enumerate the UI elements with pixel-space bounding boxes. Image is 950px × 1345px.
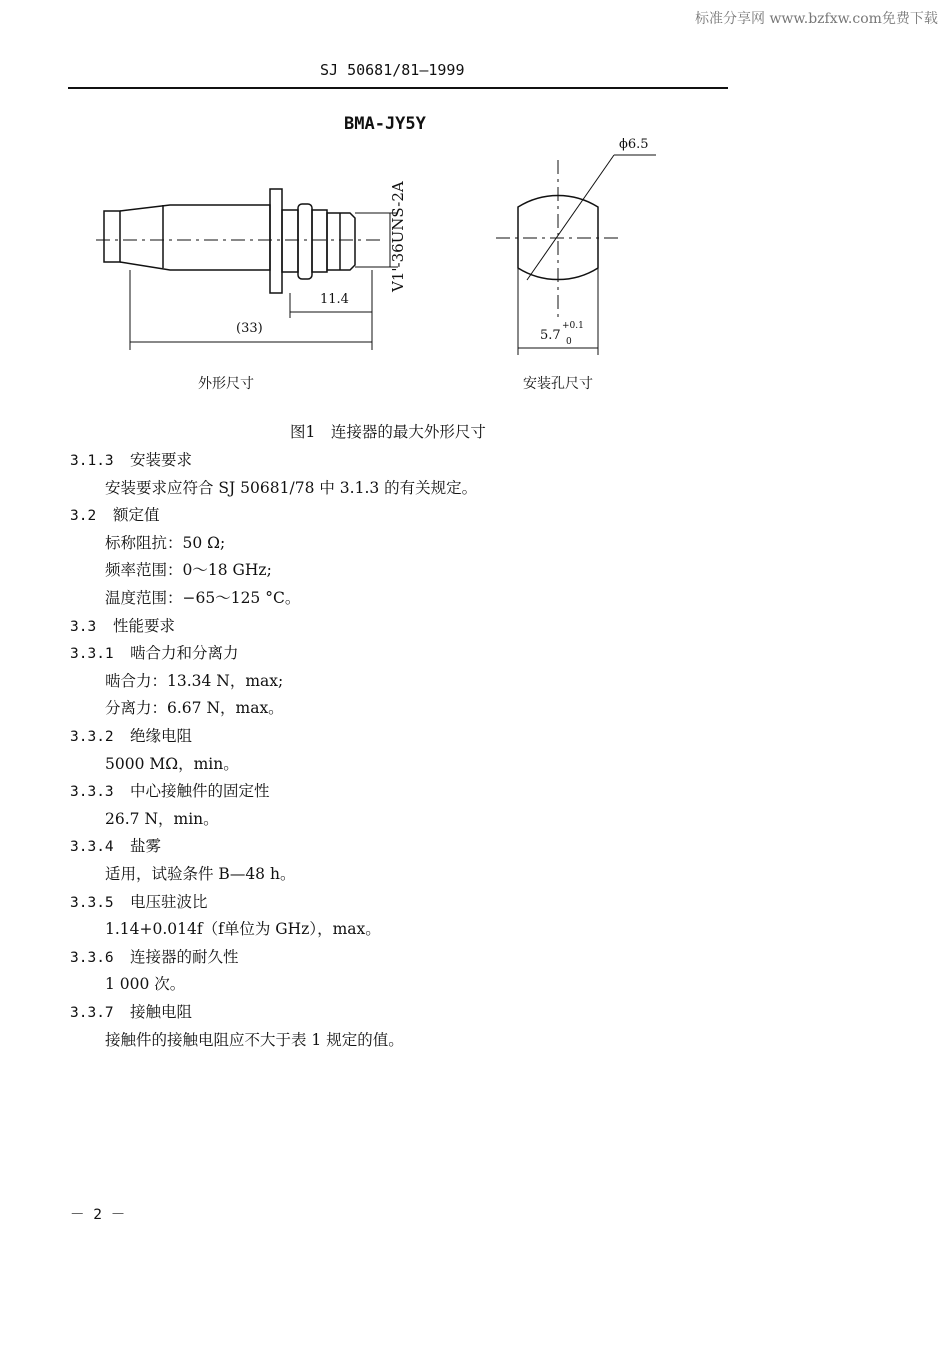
- section-number: 3.3.6: [70, 949, 114, 966]
- section-body-line: 适用，试验条件 B—48 h。: [105, 865, 296, 883]
- section-number: 3.3.5: [70, 894, 114, 911]
- section-number: 3.3.3: [70, 784, 114, 801]
- watermark: 标准分享网 www.bzfxw.com免费下载: [695, 11, 938, 27]
- section-heading: 性能要求: [113, 616, 176, 635]
- section-body-line: 频率范围：0～18 GHz;: [105, 561, 272, 580]
- dimension-phi-6-5: ϕ6.5: [619, 137, 649, 152]
- section-body-line: 26.7 N，min。: [105, 809, 219, 828]
- section-heading: 安装要求: [130, 451, 193, 469]
- page-number: － 2 －: [70, 1207, 126, 1223]
- section-body-line: 1 000 次。: [105, 975, 186, 994]
- section-heading: 中心接触件的固定性: [130, 782, 270, 801]
- caption-mounting-hole: 安装孔尺寸: [523, 376, 593, 392]
- dimension-33: (33): [236, 321, 263, 336]
- document-number: SJ 50681/81—1999: [320, 61, 465, 79]
- thread-label: V1'-36UNS-2A: [389, 181, 407, 292]
- tolerance-upper: +0.1: [562, 321, 584, 331]
- section-body-line: 5000 MΩ，min。: [105, 754, 239, 773]
- section-body-line: 啮合力：13.34 N，max;: [105, 671, 284, 690]
- tolerance-lower: 0: [566, 337, 572, 347]
- section-body-line: 安装要求应符合 SJ 50681/78 中 3.1.3 的有关规定。: [105, 478, 478, 497]
- section-heading: 额定值: [113, 506, 160, 525]
- section-body-line: 1.14+0.014f（f单位为 GHz），max。: [105, 920, 381, 939]
- section-heading: 电压驻波比: [130, 892, 208, 911]
- section-number: 3.3: [70, 618, 97, 635]
- section-number: 3.2: [70, 508, 97, 525]
- connector-drawing: [0, 0, 950, 400]
- section-number: 3.1.3: [70, 453, 114, 469]
- section-heading: 接触电阻: [130, 1003, 193, 1021]
- section-heading: 盐雾: [130, 837, 162, 856]
- section-body-line: 温度范围：−65～125 °C。: [105, 589, 301, 607]
- figure-title: 图1 连接器的最大外形尺寸: [290, 423, 486, 441]
- section-body-line: 分离力：6.67 N，max。: [105, 699, 284, 718]
- section-body-line: 标称阻抗：50 Ω;: [105, 533, 226, 552]
- dimension-11-4: 11.4: [320, 292, 349, 307]
- section-heading: 连接器的耐久性: [130, 947, 239, 966]
- section-number: 3.3.1: [70, 646, 114, 663]
- section-heading: 绝缘电阻: [130, 727, 193, 745]
- section-number: 3.3.7: [70, 1005, 114, 1021]
- section-heading: 啮合力和分离力: [130, 644, 239, 663]
- caption-outline-dimensions: 外形尺寸: [198, 376, 254, 392]
- connector-outline: [96, 189, 380, 293]
- dimension-5-7: 5.7: [540, 328, 561, 343]
- dimension-lines: [130, 213, 398, 350]
- section-body-line: 接触件的接触电阻应不大于表 1 规定的值。: [105, 1030, 404, 1049]
- section-number: 3.3.2: [70, 729, 114, 745]
- figure-model-title: BMA-JY5Y: [344, 114, 426, 134]
- section-number: 3.3.4: [70, 839, 114, 856]
